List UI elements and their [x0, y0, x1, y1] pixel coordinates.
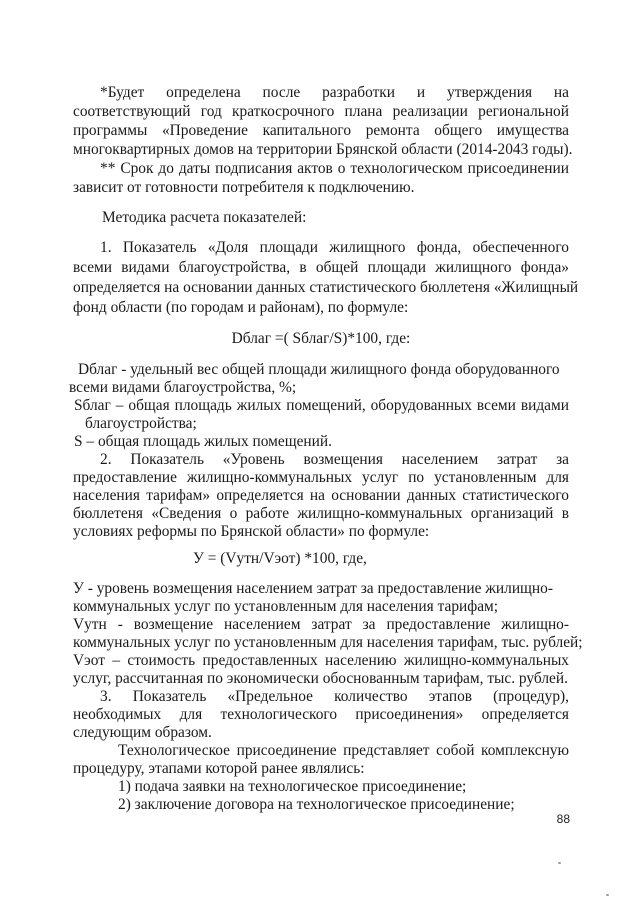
page-number: 88	[556, 812, 570, 826]
text-line: коммунальных услуг по установленным для населения тарифам;	[73, 598, 499, 615]
text-line: S – общая площадь жилых помещений.	[74, 433, 332, 450]
text-line: следующим образом.	[73, 724, 212, 741]
text-line: 2. Показатель «Уровень возмещения населением затрат за	[100, 451, 569, 468]
text-line: Dблаг - удельный вес общей площади жилищного фонда оборудованного	[78, 361, 560, 378]
text-line: 3. Показатель «Предельное количество этапов (процедур),	[100, 688, 569, 705]
section-heading: Методика расчета показателей:	[102, 209, 307, 226]
text-line: многоквартирных домов на территории Брянской области (2014-2043 годы).	[73, 141, 573, 158]
text-line: зависит от готовности потребителя к подключению.	[73, 179, 415, 196]
text-line: ** Срок до даты подписания актов о технологическом присоединении	[100, 160, 569, 177]
text-line: предоставление жилищно-коммунальных услуг по установленным для	[73, 469, 569, 486]
text-line: *Будет определена после разработки и утверждения на	[100, 84, 569, 101]
scan-speck	[606, 894, 609, 896]
text-line: бюллетеня «Сведения о работе жилищно-коммунальных организаций в	[73, 505, 569, 522]
scan-speck	[558, 862, 561, 864]
text-line: процедуру, этапами которой ранее являлись:	[73, 760, 365, 777]
formula: Dблаг =( Sблаг/S)*100, где:	[231, 330, 411, 347]
text-line: необходимых для технологического присоединения» определяется	[73, 706, 569, 723]
text-line: программы «Проведение капитального ремонта общего имущества	[73, 122, 569, 139]
text-line: всеми видами благоустройства, %;	[69, 379, 297, 396]
text-line: услуг, рассчитанная по экономически обоснованным тарифам, тыс. рублей.	[73, 670, 568, 687]
text-line: 2) заключение договора на технологическое присоединение;	[118, 796, 515, 813]
text-line: определяется на основании данных статистического бюллетеня «Жилищный	[73, 279, 579, 296]
text-line: Vутн - возмещение населением затрат за предоставление жилищно-	[73, 616, 569, 633]
text-line: фонд области (по городам и районам), по формуле:	[73, 299, 409, 316]
text-line: Sблаг – общая площадь жилых помещений, оборудованных всеми видами	[74, 397, 569, 414]
text-line: всеми видами благоустройства, в общей площади жилищного фонда»	[73, 259, 569, 276]
text-line: населения тарифам» определяется на основании данных статистического	[73, 487, 569, 504]
formula: У = (Vутн/Vэот) *100, где,	[193, 550, 367, 567]
text-line: соответствующий год краткосрочного плана реализации региональной	[73, 103, 569, 120]
text-line: благоустройства;	[85, 415, 197, 432]
text-line: У - уровень возмещения населением затрат за предоставление жилищно-	[73, 580, 553, 597]
text-line: 1) подача заявки на технологическое присоединение;	[118, 778, 467, 795]
text-line: условиях реформы по Брянской области» по формуле:	[73, 523, 430, 540]
text-line: Технологическое присоединение представляет собой комплексную	[118, 742, 569, 759]
text-line: Vэот – стоимость предоставленных населению жилищно-коммунальных	[73, 652, 569, 669]
text-line: коммунальных услуг по установленным для населения тарифам, тыс. рублей;	[73, 634, 583, 651]
text-line: 1. Показатель «Доля площади жилищного фонда, обеспеченного	[100, 239, 569, 256]
